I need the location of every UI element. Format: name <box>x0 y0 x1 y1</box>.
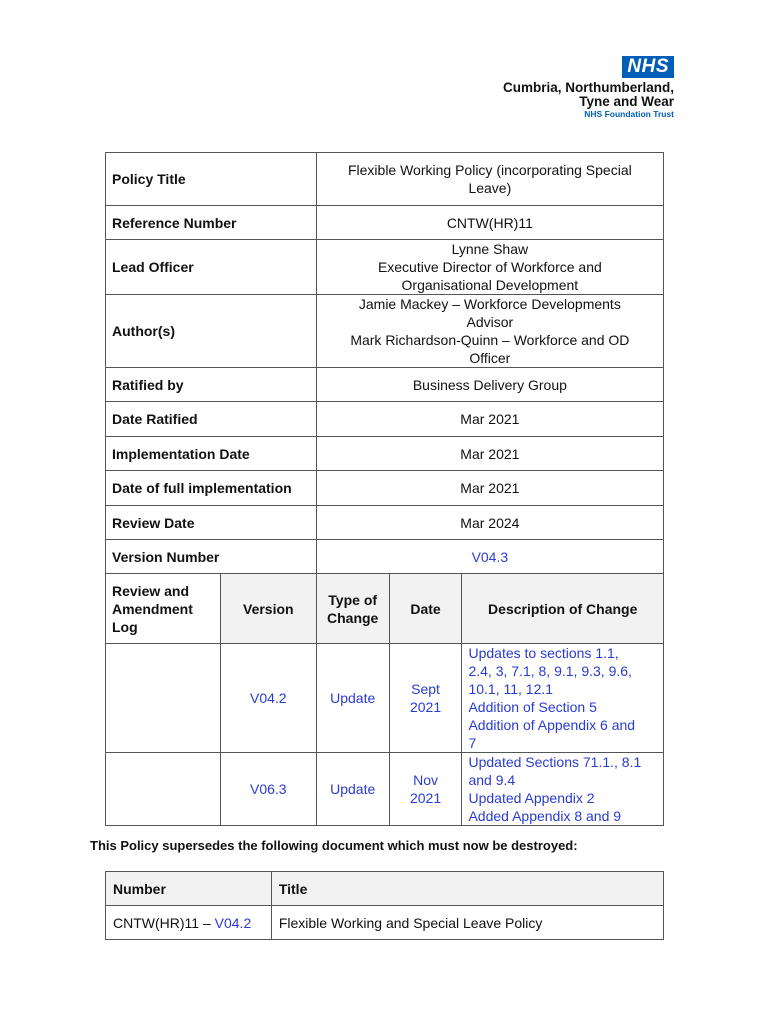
desc-line: 10.1, 11, 12.1 <box>468 681 554 697</box>
number-prefix: CNTW(HR)11 – <box>113 914 215 931</box>
desc-line: Added Appendix 8 and 9 <box>468 808 622 824</box>
policy-title-value <box>316 153 663 206</box>
desc-line: Updated Appendix 2 <box>468 790 595 806</box>
version-number-link[interactable]: V04.3 <box>316 540 663 574</box>
desc-line: 7 <box>468 735 477 751</box>
log-type: Update <box>316 753 389 826</box>
date-ratified-value: Mar 2021 <box>316 402 663 437</box>
column-header-title: Title <box>271 872 663 906</box>
table-header-row <box>106 872 664 906</box>
header-text: Review and Amendment Log <box>112 582 193 635</box>
table-row <box>106 471 664 506</box>
document-title: Flexible Working and Special Leave Policy <box>271 906 663 940</box>
table-row <box>106 153 664 206</box>
table-row <box>106 206 664 240</box>
row-label: Version Number <box>106 540 317 574</box>
trust-name-line1: Cumbria, Northumberland, <box>502 80 674 95</box>
desc-line: Updated Sections 71.1., 8.1 <box>468 754 642 770</box>
log-header-row <box>106 574 664 644</box>
reference-number-value: CNTW(HR)11 <box>316 206 663 240</box>
value-line: Executive Director of Workforce and <box>377 259 602 275</box>
row-label: Ratified by <box>106 368 317 402</box>
table-row <box>106 540 664 574</box>
log-header-date: Date <box>389 574 462 644</box>
table-row <box>106 906 664 940</box>
log-header-review <box>106 574 221 644</box>
log-version-link[interactable]: V04.2 <box>220 644 316 753</box>
lead-officer-value <box>316 240 663 295</box>
log-empty-cell <box>106 753 221 826</box>
table-row <box>106 506 664 540</box>
table-row <box>106 437 664 471</box>
row-label: Date Ratified <box>106 402 317 437</box>
desc-line: Addition of Appendix 6 and <box>468 717 636 733</box>
log-header-version: Version <box>220 574 316 644</box>
value-line: Advisor <box>466 314 514 330</box>
date-line: Sept <box>411 681 440 697</box>
row-label: Review Date <box>106 506 317 540</box>
date-line: 2021 <box>409 790 442 806</box>
log-row <box>106 644 664 753</box>
trust-name-line2: Tyne and Wear <box>579 94 674 109</box>
policy-table <box>105 152 664 826</box>
table-row <box>106 368 664 402</box>
desc-line: Addition of Section 5 <box>468 699 597 715</box>
row-label: Date of full implementation <box>106 471 317 506</box>
table-row <box>106 402 664 437</box>
ratified-by-value: Business Delivery Group <box>316 368 663 402</box>
document-number <box>106 906 272 940</box>
full-implementation-value: Mar 2021 <box>316 471 663 506</box>
value-line: Lynne Shaw <box>451 241 529 257</box>
review-date-value: Mar 2024 <box>316 506 663 540</box>
log-date <box>389 644 462 753</box>
row-label: Implementation Date <box>106 437 317 471</box>
table-row <box>106 240 664 295</box>
row-label: Policy Title <box>106 153 317 206</box>
log-type: Update <box>316 644 389 753</box>
desc-line: Updates to sections 1.1, <box>468 645 619 661</box>
supersedes-notice: This Policy supersedes the following document which must now be destroyed: <box>90 838 578 853</box>
date-line: 2021 <box>409 699 442 715</box>
value-line: Officer <box>469 350 511 366</box>
row-label: Author(s) <box>106 295 317 368</box>
superseded-documents-table <box>105 871 664 940</box>
log-empty-cell <box>106 644 221 753</box>
log-description <box>462 753 664 826</box>
authors-value <box>316 295 663 368</box>
document-version-link[interactable]: V04.2 <box>214 914 252 931</box>
implementation-date-value: Mar 2021 <box>316 437 663 471</box>
log-row <box>106 753 664 826</box>
log-header-type: Type of Change <box>316 574 389 644</box>
value-line: Organisational Development <box>401 277 579 293</box>
desc-line: 2.4, 3, 7.1, 8, 9.1, 9.3, 9.6, <box>468 663 632 679</box>
log-version-link[interactable]: V06.3 <box>220 753 316 826</box>
value-line: Flexible Working Policy (incorporating Special <box>347 162 632 178</box>
trust-logo <box>503 56 674 120</box>
trust-subtitle: NHS Foundation Trust <box>584 109 674 119</box>
log-date <box>389 753 462 826</box>
desc-line: and 9.4 <box>468 772 516 788</box>
log-header-description: Description of Change <box>462 574 664 644</box>
row-label: Reference Number <box>106 206 317 240</box>
column-header-number: Number <box>106 872 272 906</box>
log-description <box>462 644 664 753</box>
row-label: Lead Officer <box>106 240 317 295</box>
nhs-logo: NHS <box>622 56 674 78</box>
value-line: Leave) <box>468 180 512 196</box>
value-line: Jamie Mackey – Workforce Developments <box>358 296 621 312</box>
table-row <box>106 295 664 368</box>
value-line: Mark Richardson-Quinn – Workforce and OD <box>350 332 630 348</box>
date-line: Nov <box>413 772 438 788</box>
